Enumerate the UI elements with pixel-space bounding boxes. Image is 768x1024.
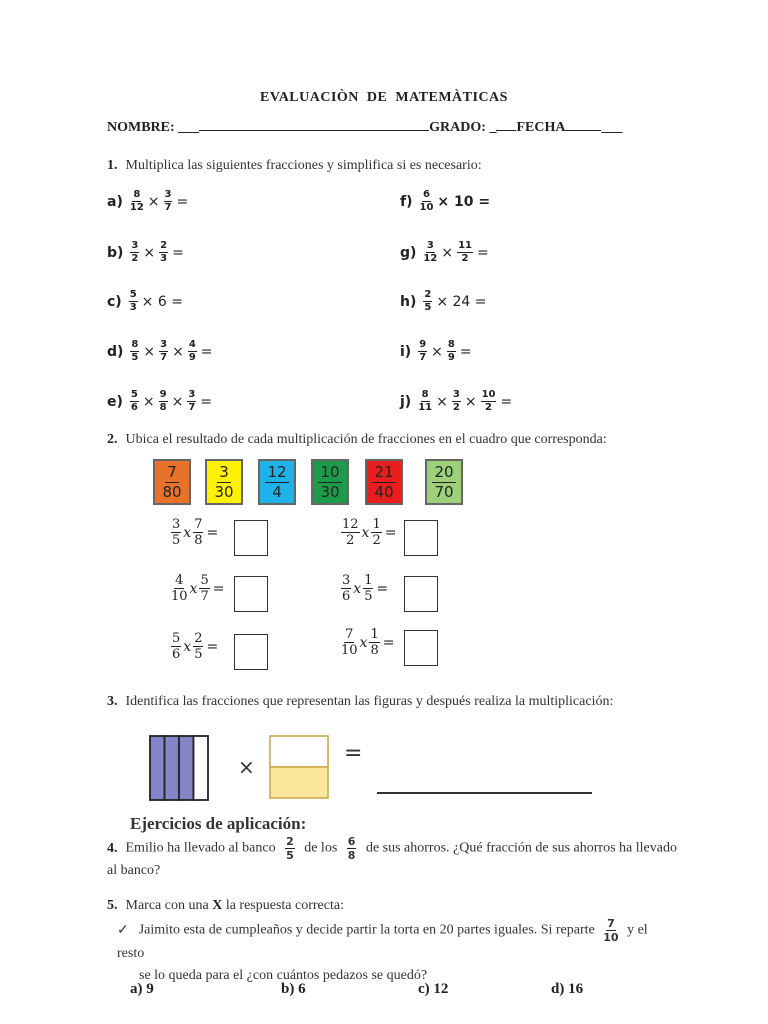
equals-tail: = — [200, 393, 213, 410]
fraction: $\frac{7}{10}$ — [603, 917, 619, 944]
denominator: 5 — [424, 302, 432, 313]
question-4 — [107, 836, 687, 881]
question-3 — [107, 694, 613, 710]
denominator: 2 — [346, 533, 355, 548]
fraction — [457, 241, 473, 264]
fraction-tile[interactable] — [153, 459, 191, 505]
denominator: 7 — [164, 202, 172, 213]
figure-2-bar — [270, 736, 328, 798]
fraction: $\frac{6}{8}$ — [347, 835, 356, 862]
denominator: 6 — [342, 589, 351, 604]
numerator: 7 — [345, 627, 354, 642]
denominator: 8 — [159, 402, 167, 413]
exercise-g — [400, 241, 492, 264]
shaded-part — [150, 736, 165, 800]
numerator: 8 — [133, 189, 141, 200]
equals-tail: = — [176, 193, 189, 210]
fraction — [187, 390, 196, 413]
denominator: 2 — [452, 402, 460, 413]
numerator: 2 — [160, 240, 168, 251]
fraction — [341, 574, 351, 603]
times-sign: x — [361, 524, 370, 541]
equals-tail: × 24 = — [436, 293, 487, 310]
denominator: 9 — [447, 352, 455, 363]
fraction — [171, 632, 181, 661]
unshaded-part — [270, 736, 328, 767]
check-icon: ✓ — [117, 922, 129, 938]
numerator: 8 — [131, 339, 139, 350]
problem-text — [117, 918, 677, 987]
exercise-label: b) — [107, 244, 124, 261]
fraction — [159, 340, 168, 363]
unshaded-part — [194, 736, 209, 800]
numerator: 3 — [188, 389, 196, 400]
date-label: FECHA — [516, 120, 566, 135]
answer-box[interactable] — [234, 634, 268, 670]
numerator: 3 — [172, 517, 181, 532]
times-sign: x — [359, 634, 368, 651]
numerator: 3 — [219, 462, 229, 481]
answer-option-a[interactable]: a) 9 — [130, 981, 154, 997]
numerator: 8 — [447, 339, 455, 350]
equals-tail: = — [477, 244, 489, 261]
fraction-tile[interactable] — [365, 459, 403, 505]
exercise-label: c) — [107, 293, 122, 310]
numerator: 5 — [172, 631, 181, 646]
multiplication-item — [340, 628, 394, 657]
denominator: 7 — [188, 402, 196, 413]
exercise-c — [107, 290, 186, 313]
equals-sign: = — [376, 580, 389, 597]
answer-box[interactable] — [404, 576, 438, 612]
numerator: 12 — [342, 517, 359, 532]
denominator: 5 — [194, 647, 203, 662]
question-1 — [107, 158, 482, 174]
question-text-4: al banco? — [107, 863, 161, 878]
numerator: 5 — [200, 573, 209, 588]
figure-1-bar — [150, 736, 208, 800]
question-5 — [107, 898, 344, 914]
denominator: 10 — [341, 643, 358, 658]
shaded-part — [270, 767, 328, 798]
exercise-d — [107, 340, 216, 363]
denominator: 12 — [129, 202, 144, 213]
denominator: 3 — [129, 302, 137, 313]
fraction — [363, 574, 373, 603]
mark-x: X — [212, 898, 223, 913]
fraction — [171, 574, 188, 603]
times-sign: × — [464, 393, 477, 410]
equals-tail: × 10 = — [437, 193, 491, 210]
exercise-label: f) — [400, 193, 413, 210]
numerator: 3 — [160, 339, 168, 350]
numerator: 5 — [130, 389, 138, 400]
name-blank[interactable] — [199, 130, 429, 131]
fraction-tile[interactable] — [205, 459, 243, 505]
header-tail: ___ — [601, 120, 623, 135]
multiplication-item — [340, 574, 388, 603]
exercise-label: g) — [400, 244, 417, 261]
times-sign: × — [172, 343, 184, 360]
fraction — [193, 518, 203, 547]
question-number: 5. — [107, 898, 118, 913]
question-text-3: de sus ahorros. ¿Qué fracción de sus ahorros ha llevado — [365, 840, 677, 856]
exercise-label: a) — [107, 193, 123, 210]
fraction-tile[interactable] — [311, 459, 349, 505]
multiplication-item — [340, 518, 396, 547]
fraction — [447, 340, 456, 363]
denominator: 10 — [419, 202, 434, 213]
times-sign: × — [142, 393, 155, 410]
denominator: 12 — [423, 253, 438, 264]
equals-tail: = — [500, 393, 513, 410]
times-sign: × — [171, 393, 184, 410]
question-text: Marca con una — [125, 898, 213, 913]
numerator: 4 — [175, 573, 184, 588]
fraction-tile[interactable] — [425, 459, 463, 505]
denominator: 3 — [160, 253, 168, 264]
numerator: 2 — [194, 631, 203, 646]
numerator: 10 — [320, 462, 340, 481]
numerator: 3 — [342, 573, 351, 588]
fraction — [481, 390, 497, 413]
question-number: 3. — [107, 694, 118, 709]
fraction-tile[interactable] — [258, 459, 296, 505]
exercise-a — [107, 190, 191, 213]
page-title: EVALUACIÒN DE MATEMÀTICAS — [260, 90, 508, 105]
answer-box[interactable] — [404, 630, 438, 666]
denominator: 40 — [374, 482, 394, 501]
answer-box[interactable] — [234, 576, 268, 612]
numerator: 7 — [194, 517, 203, 532]
numerator: 9 — [159, 389, 167, 400]
fraction — [420, 190, 434, 213]
grade-label: GRADO: _ — [429, 120, 497, 135]
exercise-j — [400, 390, 515, 413]
numerator: 10 — [481, 389, 496, 400]
answer-option-b[interactable]: b) 6 — [281, 981, 306, 997]
name-label: NOMBRE: ___ — [107, 120, 200, 135]
numerator: 8 — [421, 389, 429, 400]
fraction — [193, 632, 203, 661]
exercise-b — [107, 241, 187, 264]
times-sign: x — [183, 638, 192, 655]
numerator: 12 — [267, 462, 287, 481]
fraction-figures — [140, 728, 610, 808]
problem-line-3: se lo queda para el ¿con cuántos pedazos se quedó? — [139, 968, 428, 983]
times-sign: × — [143, 343, 156, 360]
denominator: 10 — [171, 589, 188, 604]
shaded-part — [179, 736, 194, 800]
fraction — [171, 518, 181, 547]
equals-sign: = — [382, 634, 395, 651]
equals-sign: = — [344, 741, 363, 766]
equals-tail: × 6 = — [141, 293, 183, 310]
exercise-f — [400, 190, 493, 213]
times-sign: × — [441, 244, 454, 261]
times-sign: x — [189, 580, 198, 597]
question-text: Identifica las fracciones que representan las figuras y después realiza la multiplicación: — [125, 694, 614, 709]
fraction — [130, 390, 139, 413]
fraction — [164, 190, 173, 213]
denominator: 2 — [131, 253, 139, 264]
numerator: 3 — [131, 240, 139, 251]
denominator: 30 — [214, 482, 234, 501]
fraction — [369, 628, 379, 657]
denominator: 7 — [200, 589, 209, 604]
times-sign: × — [436, 393, 448, 410]
numerator: 7 — [167, 462, 177, 481]
question-text-1: Emilio ha llevado al banco — [125, 840, 276, 856]
times-sign: x — [183, 524, 192, 541]
question-text: Multiplica las siguientes fracciones y simplifica si es necesario: — [125, 158, 482, 173]
grade-blank[interactable] — [496, 130, 516, 131]
equals-tail: = — [200, 343, 213, 360]
multiplication-item — [170, 632, 218, 661]
numerator: 5 — [129, 289, 137, 300]
fraction — [129, 290, 138, 313]
denominator: 8 — [370, 643, 379, 658]
denominator: 8 — [194, 533, 203, 548]
denominator: 5 — [364, 589, 373, 604]
numerator: 3 — [426, 240, 434, 251]
numerator: 20 — [434, 462, 454, 481]
fraction — [130, 190, 144, 213]
equals-sign: = — [206, 524, 219, 541]
multiplication-item — [170, 574, 224, 603]
question-2 — [107, 432, 607, 448]
fraction — [418, 390, 432, 413]
fraction — [159, 390, 168, 413]
equals-sign: = — [384, 524, 397, 541]
answer-box[interactable] — [404, 520, 438, 556]
numerator: 1 — [370, 627, 379, 642]
exercise-h — [400, 290, 490, 313]
fraction — [188, 340, 197, 363]
exercise-label: d) — [107, 343, 124, 360]
numerator: 6 — [422, 189, 430, 200]
denominator: 6 — [172, 647, 181, 662]
times-sign: × — [143, 244, 156, 261]
question-text-end: la respuesta correcta: — [222, 898, 344, 913]
equals-sign: = — [212, 580, 225, 597]
numerator: 9 — [419, 339, 427, 350]
denominator: 11 — [418, 402, 433, 413]
fraction — [452, 390, 461, 413]
numerator: 4 — [188, 339, 196, 350]
equals-sign: = — [206, 638, 219, 655]
section-heading: Ejercicios de aplicación: — [130, 814, 307, 833]
denominator: 2 — [461, 253, 469, 264]
denominator: 6 — [130, 402, 138, 413]
answer-box[interactable] — [234, 520, 268, 556]
numerator: 2 — [424, 289, 432, 300]
fraction — [341, 518, 360, 547]
fraction — [418, 340, 427, 363]
problem-line-1: Jaimito esta de cumpleaños y decide partir la torta en 20 partes iguales. Si reparte — [138, 922, 595, 938]
question-number: 4. — [107, 840, 118, 856]
denominator: 70 — [434, 482, 454, 501]
numerator: 1 — [372, 517, 381, 532]
exercise-label: i) — [400, 343, 412, 360]
denominator: 2 — [485, 402, 492, 413]
denominator: 2 — [372, 533, 381, 548]
exercise-label: e) — [107, 393, 123, 410]
exercise-i — [400, 340, 475, 363]
times-sign: × — [147, 193, 160, 210]
numerator: 3 — [452, 389, 460, 400]
question-number: 1. — [107, 158, 118, 173]
question-number: 2. — [107, 432, 118, 447]
denominator: 5 — [172, 533, 181, 548]
fraction — [159, 241, 168, 264]
answer-option-d[interactable]: d) 16 — [551, 981, 584, 997]
numerator: 21 — [374, 462, 394, 481]
equals-tail: = — [172, 244, 184, 261]
numerator: 1 — [364, 573, 373, 588]
fraction — [371, 518, 381, 547]
times-sign: × — [238, 755, 255, 779]
numerator: 11 — [458, 240, 472, 251]
date-blank[interactable] — [565, 130, 601, 131]
denominator: 30 — [320, 482, 340, 501]
denominator: 7 — [419, 352, 427, 363]
student-info-line — [107, 120, 622, 136]
denominator: 7 — [160, 352, 168, 363]
times-sign: x — [353, 580, 362, 597]
times-sign: × — [431, 343, 443, 360]
question-text-2: de los — [304, 840, 338, 856]
answer-option-c[interactable]: c) 12 — [418, 981, 449, 997]
fraction — [423, 290, 432, 313]
denominator: 5 — [131, 352, 139, 363]
exercise-label: h) — [400, 293, 417, 310]
multiplication-item — [170, 518, 218, 547]
equals-tail: = — [459, 343, 472, 360]
fraction — [341, 628, 358, 657]
numerator: 3 — [164, 189, 172, 200]
fraction — [130, 241, 139, 264]
denominator: 9 — [188, 352, 196, 363]
exercise-label: j) — [400, 393, 412, 410]
denominator: 80 — [162, 482, 182, 501]
denominator: 4 — [272, 482, 282, 501]
fraction — [130, 340, 139, 363]
fraction: $\frac{2}{5}$ — [286, 835, 294, 862]
fraction — [423, 241, 437, 264]
fraction — [199, 574, 209, 603]
shaded-part — [165, 736, 180, 800]
problem-line-2: y el resto — [117, 922, 648, 961]
exercise-e — [107, 390, 215, 413]
question-text: Ubica el resultado de cada multiplicación de fracciones en el cuadro que corresponda: — [125, 432, 607, 447]
